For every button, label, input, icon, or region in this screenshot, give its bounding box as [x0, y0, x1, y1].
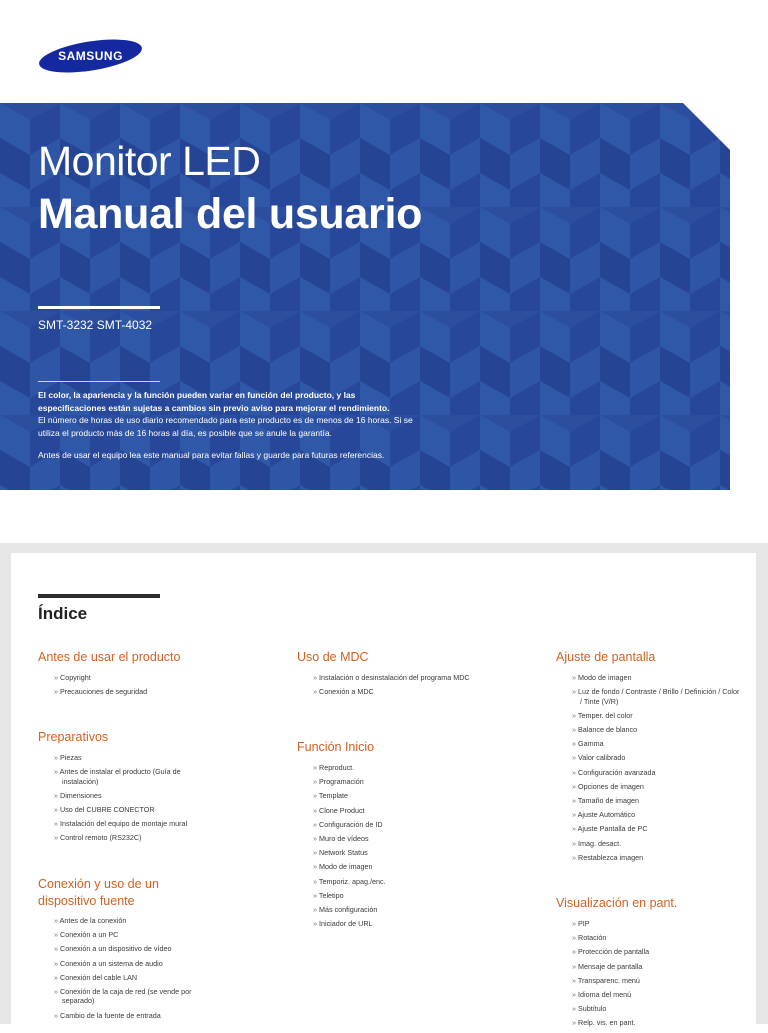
toc-section-items	[572, 673, 742, 867]
toc-item[interactable]: » Conexión a un PC	[54, 930, 214, 940]
toc-section-items	[313, 673, 473, 701]
toc-item[interactable]: » Restablezca imagen	[572, 853, 742, 863]
cover-divider	[38, 306, 160, 309]
toc-item[interactable]: » Rotación	[572, 933, 742, 943]
toc-item[interactable]: » Temper. del color	[572, 711, 742, 721]
toc-item[interactable]: » Muro de vídeos	[313, 834, 473, 844]
toc-item[interactable]: » Gamma	[572, 739, 742, 749]
toc-section-title[interactable]: Conexión y uso de un dispositivo fuente	[38, 877, 159, 908]
toc-item[interactable]: » Template	[313, 791, 473, 801]
toc-item[interactable]: » Iniciador de URL	[313, 919, 473, 929]
toc-item[interactable]: » PIP	[572, 919, 742, 929]
notice-read-manual: Antes de usar el equipo lea este manual para evitar fallas y guarde para futuras referencias.	[38, 450, 385, 460]
toc-section-items	[572, 919, 742, 1033]
toc-item[interactable]: » Dimensiones	[54, 791, 204, 801]
toc-item[interactable]: » Instalación del equipo de montaje mural	[54, 819, 204, 829]
cover-title-product: Monitor LED	[38, 138, 261, 184]
toc-section-title[interactable]: Preparativos	[38, 730, 109, 744]
cover-notice	[38, 389, 418, 462]
toc-item[interactable]: » Cambio de la fuente de entrada	[54, 1011, 214, 1021]
toc-item[interactable]: » Conexión a MDC	[313, 687, 473, 697]
toc-item[interactable]: » Valor calibrado	[572, 753, 742, 763]
samsung-logo	[38, 38, 143, 74]
toc-item[interactable]: » Conexión de la caja de red (se vende por separado)	[54, 987, 214, 1006]
toc-section-items	[54, 673, 224, 701]
toc-item[interactable]: » Antes de instalar el producto (Guía de instalación)	[54, 767, 204, 786]
toc-item[interactable]: » Tamaño de imagen	[572, 796, 742, 806]
toc-item[interactable]: » Piezas	[54, 753, 204, 763]
cover-title-manual: Manual del usuario	[38, 190, 423, 238]
toc-item[interactable]: » Conexión a un sistema de audio	[54, 959, 214, 969]
toc-item[interactable]: » Opciones de imagen	[572, 782, 742, 792]
toc-item[interactable]: » Temporiz. apag./enc.	[313, 877, 473, 887]
notice-divider	[38, 381, 160, 382]
toc-item[interactable]: » Antes de la conexión	[54, 916, 214, 926]
toc-item[interactable]: » Teletipo	[313, 891, 473, 901]
toc-item[interactable]: » Network Status	[313, 848, 473, 858]
toc-section-title[interactable]: Visualización en pant.	[556, 896, 678, 910]
notice-specifications: El color, la apariencia y la función pueden variar en función del producto, y las especificaciones están sujetas a cambios sin previo aviso para mejorar el rendimiento.	[38, 390, 390, 413]
samsung-logo-text: SAMSUNG	[58, 49, 123, 63]
toc-item[interactable]: » Programación	[313, 777, 473, 787]
toc-item[interactable]: » Relp. vis. en pant.	[572, 1018, 742, 1028]
toc-divider	[38, 594, 160, 598]
toc-item[interactable]: » Subtítulo	[572, 1004, 742, 1014]
toc-item[interactable]: » Más configuración	[313, 905, 473, 915]
toc-item[interactable]: » Mensaje de pantalla	[572, 962, 742, 972]
toc-item[interactable]: » Idioma del menú	[572, 990, 742, 1000]
toc-section-items	[313, 763, 473, 933]
toc-section-title[interactable]: Función Inicio	[297, 740, 375, 754]
toc-item[interactable]: » Configuración de ID	[313, 820, 473, 830]
toc-section-title[interactable]: Uso de MDC	[297, 650, 369, 664]
toc-item[interactable]: » Ajuste Pantalla de PC	[572, 824, 742, 834]
toc-item[interactable]: » Transparenc. menú	[572, 976, 742, 986]
cover-model-numbers: SMT-3232 SMT-4032	[38, 318, 153, 332]
toc-item[interactable]: » Modo de imagen	[313, 862, 473, 872]
toc-item[interactable]: » Instalación o desinstalación del programa MDC	[313, 673, 473, 683]
toc-item[interactable]: » Ajuste Automático	[572, 810, 742, 820]
toc-title: Índice	[38, 604, 88, 623]
toc-item[interactable]: » Conexión del cable LAN	[54, 973, 214, 983]
toc-item[interactable]: » Uso del CUBRE CONECTOR	[54, 805, 204, 815]
toc-item[interactable]: » Copyright	[54, 673, 224, 683]
toc-item[interactable]: » Reproduct.	[313, 763, 473, 773]
toc-section-title[interactable]: Antes de usar el producto	[38, 650, 181, 664]
toc-item[interactable]: » Control remoto (RS232C)	[54, 833, 204, 843]
toc-section-items	[54, 753, 204, 848]
toc-item[interactable]: » Balance de blanco	[572, 725, 742, 735]
toc-item[interactable]: » Conexión a un dispositivo de vídeo	[54, 944, 214, 954]
toc-item[interactable]: » Modo de imagen	[572, 673, 742, 683]
toc-item[interactable]: » Protección de pantalla	[572, 947, 742, 957]
toc-item[interactable]: » Clone Product	[313, 806, 473, 816]
toc-item[interactable]: » Luz de fondo / Contraste / Brillo / Definición / Color / Tinte (V/R)	[572, 687, 742, 706]
toc-section-items	[54, 916, 214, 1025]
toc-item[interactable]: » Configuración avanzada	[572, 768, 742, 778]
notice-usage-hours: El número de horas de uso diario recomendado para este producto es de menos de 16 horas. Si se utiliza el producto más de 16 horas al día, es posible que se anule la garantía.	[38, 415, 413, 438]
toc-item[interactable]: » Precauciones de seguridad	[54, 687, 224, 697]
toc-section-title[interactable]: Ajuste de pantalla	[556, 650, 656, 664]
toc-item[interactable]: » Imag. desact.	[572, 839, 742, 849]
